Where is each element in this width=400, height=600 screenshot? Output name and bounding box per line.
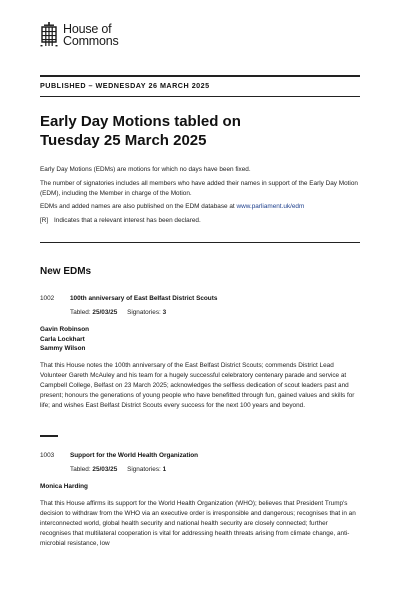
tabled-label: Tabled: [70,466,91,473]
edm-database-link[interactable]: www.parliament.uk/edm [236,203,305,210]
signatories-label: Signatories: [127,466,161,473]
tabled-date: 25/03/25 [92,466,118,473]
signatories-count: 1 [162,466,167,473]
tabled-date: 25/03/25 [92,309,118,316]
sponsor-list [40,325,360,354]
edm-header [40,451,360,460]
sponsor-list [40,482,360,492]
edm-item [40,451,360,550]
page-title [40,112,360,150]
edm-meta [70,309,360,316]
edm-separator [40,435,58,437]
header-rule [40,75,360,77]
published-date: PUBLISHED – WEDNESDAY 26 MARCH 2025 [40,81,210,90]
edm-title[interactable]: 100th anniversary of East Belfast District Scouts [70,295,218,302]
tabled-label: Tabled: [70,309,91,316]
title-line2: Tuesday 25 March 2025 [40,132,207,149]
interest-note [40,216,360,226]
motion-text: That this House affirms its support for the World Health Organization (WHO); believes that President Trump's decision to withdraw from the WHO via an executive order is irresponsible and dangerous; recognises that in an interconnected world, global health security and national health security are closely connected; further recognises that multilateral cooperation is vital for addressing health threats arising from climate change, anti-microbial resistance, low [40,499,356,548]
intro-paragraph-2: The number of signatories includes all members who have added their names in support of the Early Day Motion (EDM), including the Member in charge of the Motion. [40,179,358,197]
edm-meta [70,466,360,473]
intro-paragraph-3 [40,202,360,212]
subheader-rule [40,96,360,97]
edm-header [40,294,360,303]
sponsor-name[interactable]: Monica Harding [40,483,88,490]
edm-title[interactable]: Support for the World Health Organization [70,452,199,459]
sponsor-name[interactable]: Sammy Wilson [40,345,86,352]
edm-number: 1003 [40,452,55,459]
logo-text [63,23,119,47]
sponsor-name[interactable]: Gavin Robinson [40,326,89,333]
edm-item [40,294,360,412]
interest-code: [R] [40,216,49,224]
edm-number: 1002 [40,295,55,302]
logo-line2: Commons [63,34,119,48]
sponsor-name[interactable]: Carla Lockhart [40,335,85,343]
signatories-label: Signatories: [127,309,161,316]
title-line1: Early Day Motions tabled on [40,113,241,130]
section-rule [40,242,360,243]
logo-line1: House of [63,22,112,36]
house-of-commons-logo [40,20,170,50]
intro-paragraph-3-text: EDMs and added names are also published on the EDM database at [40,203,237,210]
portcullis-icon [40,22,58,48]
motion-text: That this House notes the 100th anniversary of the East Belfast District Scouts; commends District Lead Volunteer Gareth McAuley and his team for a hugely successful celebratory centenary parade and service at Campbell College, Belfast on 23 March 2025; acknowledges the selfless dedication of scout leaders past and present; honours the generations of young people who have benefitted through fun, gained values and skills for life; and wishes East Belfast District Scouts every success for the next 100 years and beyond. [40,361,355,410]
intro-section [40,165,360,229]
section-heading: New EDMs [40,266,92,277]
signatories-count: 3 [162,309,167,316]
intro-paragraph-1: Early Day Motions (EDMs) are motions for which no days have been fixed. [40,166,251,173]
interest-text: Indicates that a relevant interest has been declared. [54,216,201,224]
